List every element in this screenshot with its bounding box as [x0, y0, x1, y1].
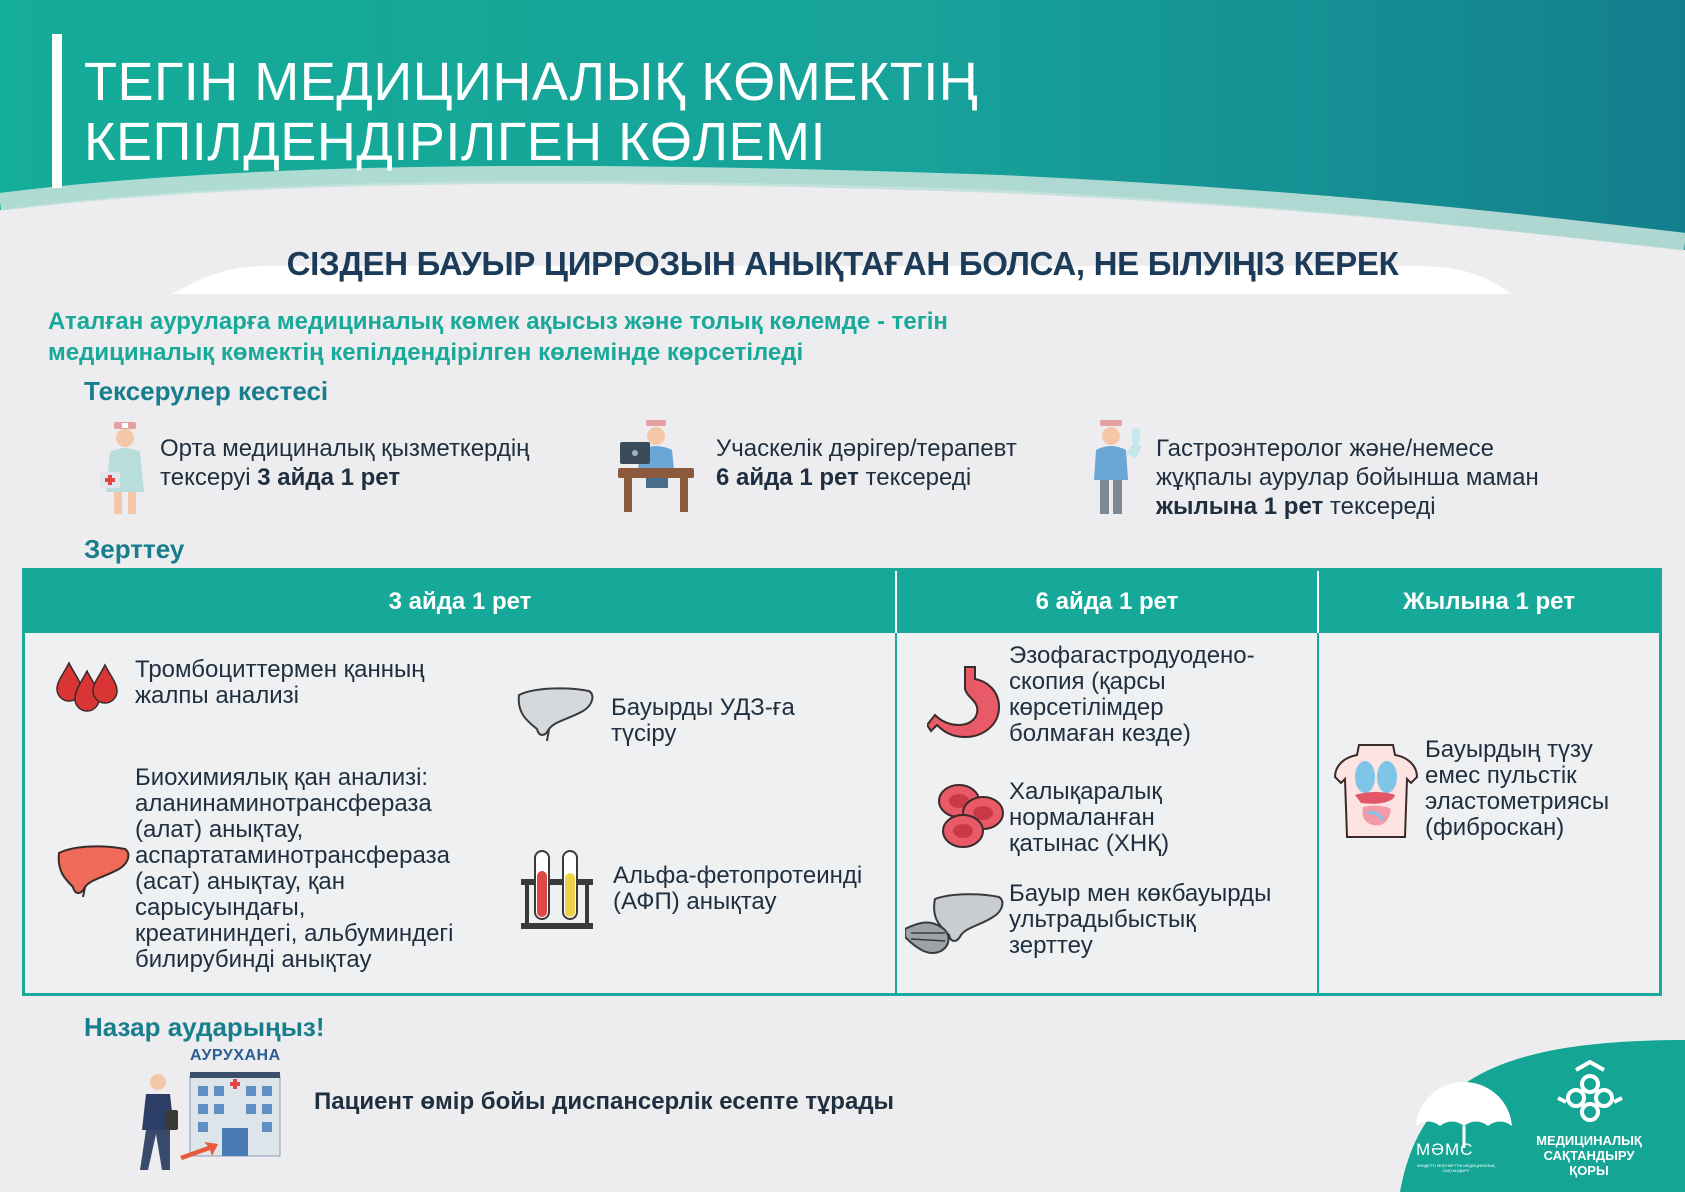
fibro-line2: емес пульстік: [1425, 762, 1577, 789]
inr-text: [1009, 779, 1309, 857]
column-6-months: [896, 633, 1318, 995]
egds-line1: Эзофагастродуодено-: [1009, 642, 1255, 669]
checkup-gastro: [1090, 414, 1650, 524]
blood-line1: Тромбоциттермен қанның: [135, 656, 425, 683]
biochem-line6: сарысуындағы,: [135, 894, 306, 921]
liver-ultrasound-text: [611, 695, 891, 747]
column-header-6-months: 6 айда 1 рет: [896, 570, 1318, 634]
biochem-line5: (асат) анықтау, қан: [135, 868, 345, 895]
checkup-nurse-text: [160, 434, 529, 492]
checkup-therapist: [618, 414, 1058, 524]
checkup-therapist-line1: Учаскелік дәрігер/терапевт: [716, 435, 1017, 462]
fund-line1: МЕДИЦИНАЛЫҚ: [1536, 1133, 1642, 1148]
egds-text: [1009, 643, 1309, 747]
checkup-therapist-freq: 6 айда 1 рет: [716, 464, 859, 491]
inr-line3: қатынас (ХНҚ): [1009, 830, 1170, 857]
biochem-line3: (алат) анықтау,: [135, 816, 304, 843]
gastroenterologist-icon: [1090, 418, 1146, 518]
afp-line1: Альфа-фетопротеинді: [613, 862, 863, 889]
test-tubes-icon: [519, 849, 595, 931]
biochem-line1: Биохимиялық қан анализі:: [135, 764, 429, 791]
liver-gray-icon: [515, 683, 595, 743]
attention-text: Пациент өмір бойы диспансерлік есепте тұрады: [314, 1088, 895, 1115]
subtitle: СІЗДЕН БАУЫР ЦИРРОЗЫН АНЫҚТАҒАН БОЛСА, НЕ БІЛУІҢІЗ КЕРЕК: [286, 245, 1399, 282]
liver-spleen-us-text: [1009, 881, 1309, 959]
checkup-gastro-line1: Гастроэнтеролог және/немесе: [1156, 435, 1494, 462]
attention-title: Назар аударыңыз!: [84, 1012, 325, 1042]
hospital-patient-icon: [130, 1070, 290, 1174]
us-line1: Бауыр мен көкбауырды: [1009, 880, 1272, 907]
us-line2: ультрадыбыстық: [1009, 906, 1196, 933]
column-3-months: [24, 633, 897, 995]
nurse-icon: [100, 418, 152, 518]
egds-line4: болмаған кезде): [1009, 720, 1191, 747]
mams-logo-subtext: МІНДЕТТІ ӘЛЕУМЕТТІК МЕДИЦИНАЛЫҚ САҚТАНДЫРУ: [1417, 1163, 1495, 1173]
fibro-line3: эластометриясы: [1425, 788, 1610, 815]
liver-spleen-icon: [905, 889, 1005, 959]
biochem-line2: аланинаминотрансфераза: [135, 790, 432, 817]
inr-line1: Халықаралық: [1009, 778, 1162, 805]
column-header-3-months: 3 айда 1 рет: [24, 570, 897, 634]
biochem-line7: креатининдегі, альбуминдегі: [135, 920, 454, 947]
checkup-gastro-freq: жылына 1 рет: [1156, 493, 1324, 520]
intro-line-2: медициналық көмектің кепілдендірілген көлемінде көрсетіледі: [48, 339, 804, 366]
title-line-2: КЕПІЛДЕНДІРІЛГЕН КӨЛЕМІ: [84, 112, 827, 172]
blood-drops-icon: [55, 657, 119, 721]
blood-test-text: [135, 657, 465, 709]
blood-line2: жалпы анализі: [135, 682, 300, 709]
fund-logo-text: [1534, 1133, 1644, 1178]
inr-line2: нормаланған: [1009, 804, 1155, 831]
fibro-line1: Бауырдың түзу: [1425, 736, 1593, 763]
liver-red-icon: [55, 843, 131, 897]
page-title: [84, 52, 978, 172]
biochem-line4: аспартатаминотрансфераза: [135, 842, 450, 869]
checkup-therapist-text: [716, 434, 1017, 492]
column-header-yearly: Жылына 1 рет: [1318, 570, 1661, 634]
intro-text: [48, 306, 1158, 368]
afp-line2: (АФП) анықтау: [613, 888, 777, 915]
checkup-nurse: [100, 414, 580, 524]
checkup-gastro-line3-plain: тексереді: [1323, 493, 1436, 520]
fibro-line4: (фиброскан): [1425, 814, 1565, 841]
egds-line3: көрсетілімдер: [1009, 694, 1164, 721]
checkup-nurse-line1: Орта медициналық қызметкердің: [160, 435, 530, 462]
red-blood-cells-icon: [935, 779, 1007, 851]
biochemistry-text: [135, 765, 495, 973]
checkup-nurse-freq: 3 айда 1 рет: [257, 464, 401, 491]
stomach-icon: [927, 663, 1007, 743]
doctor-desk-icon: [618, 418, 694, 514]
fibroscan-text: [1425, 737, 1655, 841]
biochem-line8: билирубинді анықтау: [135, 946, 372, 973]
column-yearly: [1318, 633, 1661, 995]
intro-line-1: Аталған ауруларға медициналық көмек ақысыз және толық көлемде - тегін: [48, 308, 948, 335]
checkup-nurse-line2-plain: тексеруі: [160, 464, 258, 491]
afp-text: [613, 863, 893, 915]
checkup-gastro-text: [1156, 434, 1539, 521]
checkups-title: Тексерулер кестесі: [84, 376, 329, 406]
title-accent-bar: [52, 34, 62, 188]
ultrasound-line1: Бауырды УДЗ-ға: [611, 694, 795, 721]
torso-organs-icon: [1333, 743, 1419, 839]
ultrasound-line2: түсіру: [611, 720, 677, 747]
fund-line2: САҚТАНДЫРУ: [1543, 1148, 1635, 1163]
fund-line3: ҚОРЫ: [1569, 1163, 1609, 1178]
us-line3: зерттеу: [1009, 932, 1093, 959]
mams-logo-text: МӘМС: [1416, 1140, 1474, 1159]
checkup-therapist-line2-plain: тексереді: [858, 464, 972, 491]
checkup-gastro-line2: жұқпалы аурулар бойынша маман: [1156, 464, 1539, 491]
hospital-label: АУРУХАНА: [190, 1047, 281, 1064]
research-title: Зерттеу: [84, 534, 185, 564]
egds-line2: скопия (қарсы: [1009, 668, 1166, 695]
research-table: [22, 568, 1662, 996]
title-line-1: ТЕГІН МЕДИЦИНАЛЫҚ КӨМЕКТІҢ: [84, 52, 979, 112]
